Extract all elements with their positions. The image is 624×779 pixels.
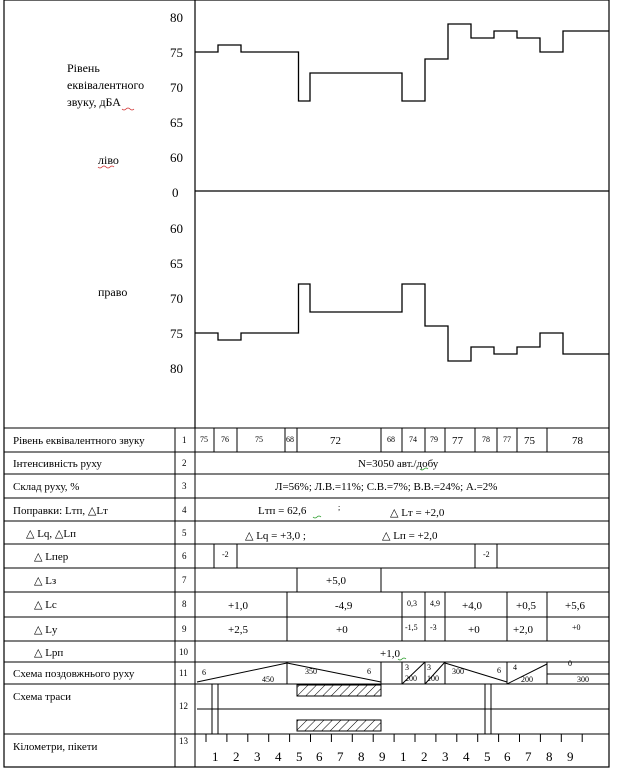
correction-lc: -4,9: [335, 600, 353, 612]
tick-right-70: 70: [170, 291, 183, 306]
traffic-intensity: N=3050 авт./добу: [358, 458, 439, 470]
profile-label: 6: [202, 668, 206, 677]
outer-frame: [4, 0, 609, 767]
profile-label: 450: [262, 675, 274, 684]
y-label-line-1: Рівень: [67, 61, 100, 75]
tick-left-80: 80: [170, 10, 183, 25]
row-label: △ Lпер: [34, 551, 69, 563]
row-label: Схема траси: [13, 691, 72, 703]
row-label: △ Lу: [34, 624, 58, 636]
correction-ly: +2,5: [228, 624, 248, 636]
km-label: 7: [525, 749, 532, 764]
correction-sep: ;: [338, 503, 341, 512]
row-label: Склад руху, %: [13, 481, 80, 493]
row-labels: [13, 435, 145, 753]
row-num: 10: [179, 647, 188, 657]
row-num: 6: [182, 551, 187, 561]
correction-ly: -1,5: [405, 623, 418, 632]
km-label: 4: [275, 749, 282, 764]
y-label-line-3: звуку, дБА: [67, 95, 121, 109]
row1-val: 74: [409, 435, 417, 444]
profile-label: 3: [427, 663, 431, 672]
profile-label: 200: [405, 674, 417, 683]
correction-lc: 4,9: [430, 599, 440, 608]
tick-right-80: 80: [170, 361, 183, 376]
profile-label: 6: [497, 666, 501, 675]
noise-line-right: [195, 284, 609, 361]
label-right-side: право: [98, 285, 128, 299]
km-label: 3: [442, 749, 449, 764]
row1-values: [200, 435, 584, 447]
correction-ly: +2,0: [513, 624, 533, 636]
correction-lt: △ Lт = +2,0: [390, 507, 445, 519]
correction-lc: +0,5: [516, 600, 536, 612]
km-label: 9: [567, 749, 574, 764]
left-tick-labels: [170, 10, 183, 200]
km-label: 8: [546, 749, 553, 764]
row1-val: 78: [572, 435, 583, 447]
row1-val: 68: [286, 435, 294, 444]
row1-val: 79: [430, 435, 438, 444]
row-num: 12: [179, 701, 188, 711]
route-scheme: [197, 684, 609, 734]
row1-val: 68: [387, 435, 395, 444]
correction-lper-b: -2: [483, 550, 490, 559]
km-label: 2: [233, 749, 240, 764]
y-label-line-2: еквівалентного: [67, 78, 145, 92]
right-tick-labels: [170, 221, 183, 376]
row-num: 5: [182, 528, 187, 538]
tick-right-65: 65: [170, 256, 183, 271]
row1-val: 76: [221, 435, 229, 444]
km-label: 2: [421, 749, 428, 764]
row1-val: 72: [330, 435, 341, 447]
row-num: 7: [182, 575, 187, 585]
row-num: 3: [182, 481, 187, 491]
correction-ltp: Lтп = 62,6: [258, 505, 307, 517]
row-num: 8: [182, 599, 187, 609]
km-label: 4: [463, 749, 470, 764]
km-label: 6: [504, 749, 511, 764]
noise-line-left: [195, 24, 609, 101]
correction-lz: +5,0: [326, 575, 346, 587]
data-table-grid: [4, 428, 609, 767]
label-left-side: ліво: [98, 153, 119, 167]
km-ticks: [206, 734, 582, 742]
row1-val: 75: [200, 435, 208, 444]
correction-lc: +5,6: [565, 600, 585, 612]
correction-ly: -3: [430, 623, 437, 632]
correction-lc: +1,0: [228, 600, 248, 612]
row-label: Схема поздовжнього руху: [13, 668, 135, 680]
correction-ly: +0: [572, 623, 581, 632]
traffic-composition: Л=56%; Л.В.=11%; С.В.=7%; В.В.=24%; А.=2%: [275, 481, 498, 493]
row1-val: 77: [452, 435, 463, 447]
row1-val: 75: [524, 435, 535, 447]
km-label: 7: [337, 749, 344, 764]
tick-right-75: 75: [170, 326, 183, 341]
row-label: △ Lс: [34, 599, 57, 611]
row-numbers: [179, 435, 189, 746]
km-label: 6: [316, 749, 323, 764]
correction-lq: △ Lq = +3,0 ;: [245, 530, 306, 542]
profile-label: 300: [452, 667, 464, 676]
profile-label: 300: [577, 675, 589, 684]
km-label: 1: [212, 749, 219, 764]
row-num: 1: [182, 435, 187, 445]
tick-left-65: 65: [170, 115, 183, 130]
profile-label: 200: [521, 675, 533, 684]
longitudinal-profile: [197, 662, 609, 684]
correction-lc: +4,0: [462, 600, 482, 612]
tick-left-70: 70: [170, 80, 183, 95]
tick-zero: 0: [172, 185, 179, 200]
profile-label: 3: [405, 663, 409, 672]
km-label: 3: [254, 749, 261, 764]
row-num: 4: [182, 505, 187, 515]
tick-left-60: 60: [170, 150, 183, 165]
row-label: Кілометри, пікети: [13, 741, 98, 753]
tick-left-75: 75: [170, 45, 183, 60]
profile-label: 100: [427, 674, 439, 683]
km-label: 5: [484, 749, 491, 764]
row-num: 13: [179, 736, 188, 746]
row1-val: 78: [482, 435, 490, 444]
row1-dividers: [214, 428, 547, 452]
row-num: 9: [182, 624, 187, 634]
km-labels: [212, 749, 574, 764]
profile-label: 6: [367, 667, 371, 676]
row1-val: 77: [503, 435, 511, 444]
profile-label: 4: [513, 663, 517, 672]
profile-label: 0: [568, 659, 572, 668]
row-label: △ Lрп: [34, 647, 64, 659]
y-axis-title: [67, 61, 144, 110]
correction-lc: 0,3: [407, 599, 417, 608]
correction-lrp: +1,0: [380, 648, 400, 660]
correction-ly: +0: [336, 624, 348, 636]
row-label: Рівень еквівалентного звуку: [13, 435, 145, 447]
correction-lp: △ Lп = +2,0: [382, 530, 438, 542]
row-num: 2: [182, 458, 187, 468]
km-label: 5: [296, 749, 303, 764]
profile-label: 350: [305, 667, 317, 676]
correction-ly: +0: [468, 624, 480, 636]
row-num: 11: [179, 668, 188, 678]
row-label: △ Lз: [34, 575, 57, 587]
tick-right-60: 60: [170, 221, 183, 236]
row1-val: 75: [255, 435, 263, 444]
row-label: Інтенсивність руху: [13, 458, 102, 470]
row-label: Поправки: Lтп, △Lт: [13, 505, 108, 517]
km-label: 1: [400, 749, 407, 764]
row-label: △ Lq, △Lп: [26, 528, 76, 540]
correction-lper-a: -2: [222, 550, 229, 559]
km-label: 8: [358, 749, 365, 764]
km-label: 9: [379, 749, 386, 764]
